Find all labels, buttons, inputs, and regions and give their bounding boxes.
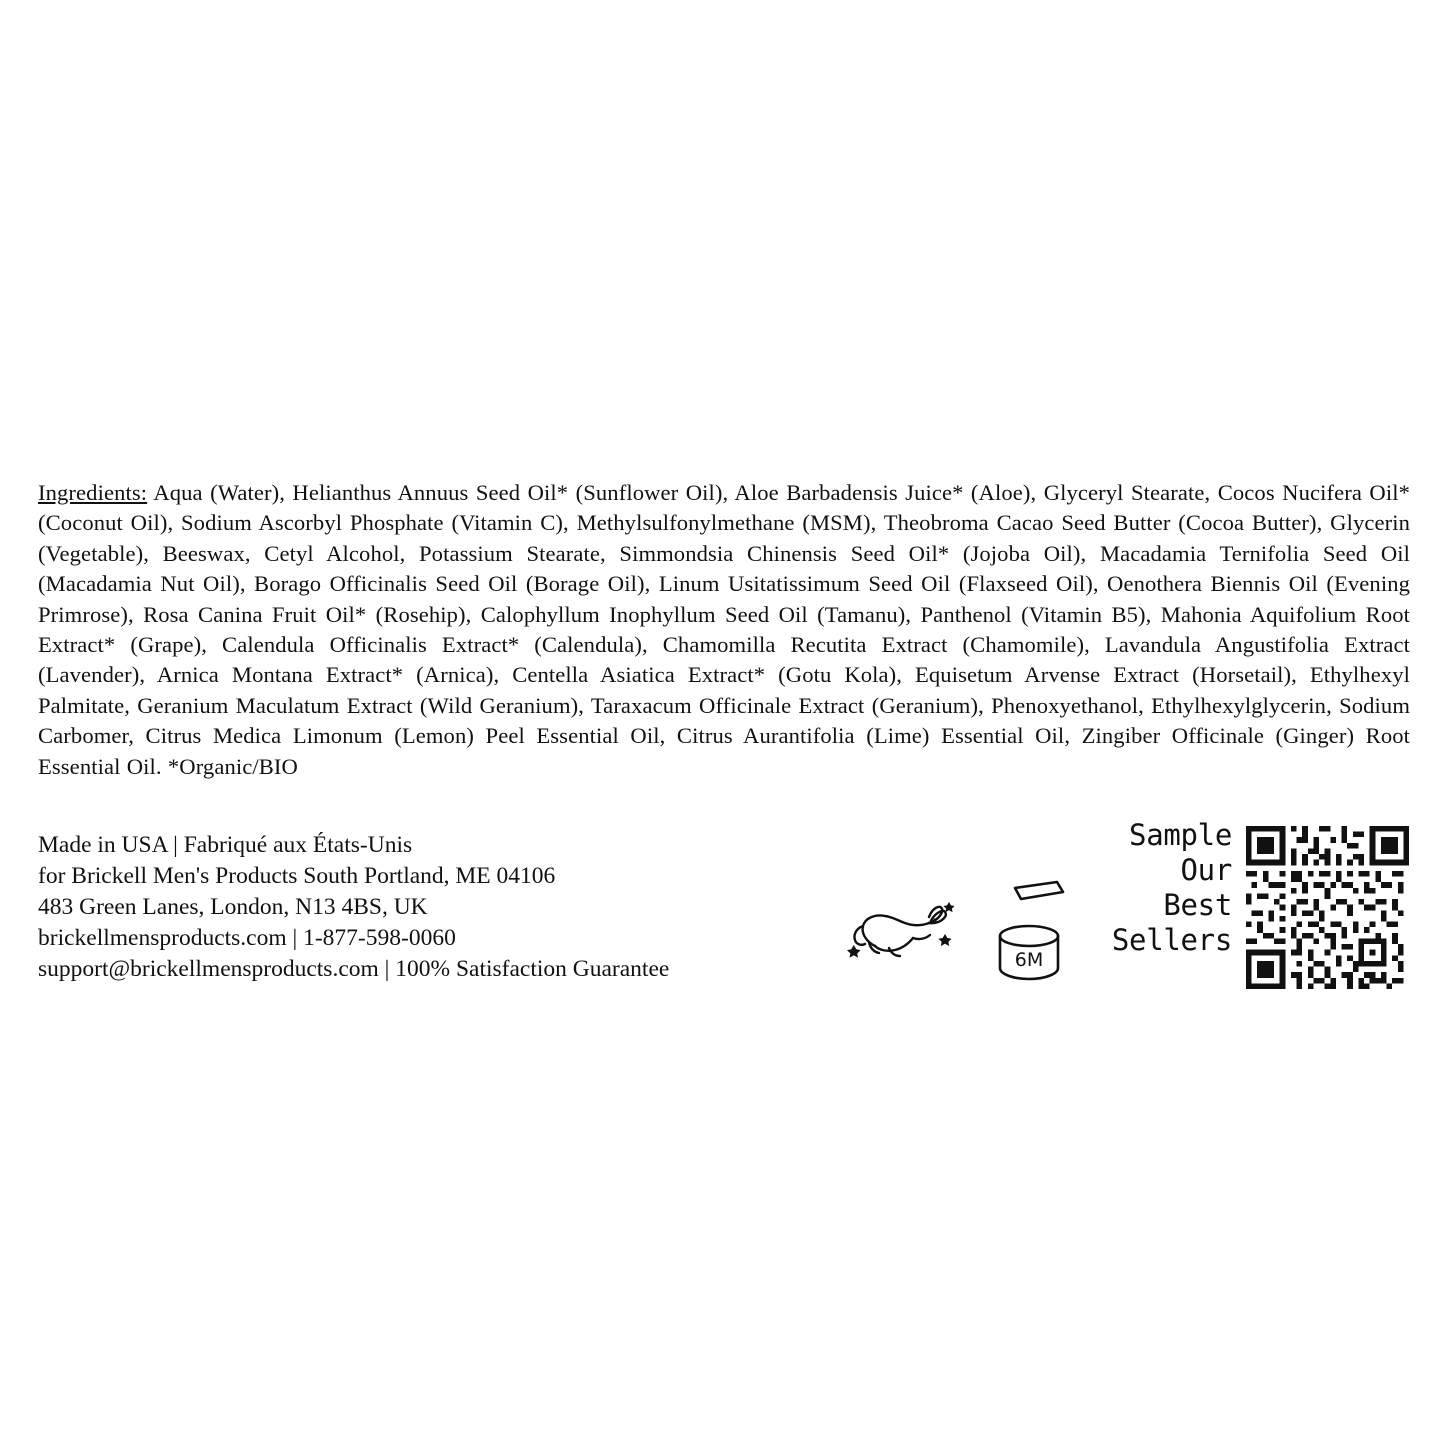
promo-line-4: Sellers [1111,923,1232,957]
ingredients-body: Aqua (Water), Helianthus Annuus Seed Oil* (Sunflower Oil), Aloe Barbadensis Juice* (Aloe), Glyceryl Stearate, Cocos Nucifera Oil* (Coconut Oil), Sodium Ascorbyl Phosphate (Vitamin C), Methylsulfonylmethane (MSM), Theobroma Cacao Seed Butter (Cocoa Butter), Glycerin (Vegetable), Beeswax, Cetyl Alcohol, Potassium Stearate, Simmondsia Chinensis Seed Oil* (Jojoba Oil), Macadamia Ternifolia Seed Oil (Macadamia Nut Oil), Borago Officinalis Seed Oil (Borage Oil), Linum Usitatissimum Seed Oil (Flaxseed Oil), Oenothera Biennis Oil (Evening Primrose), Rosa Canina Fruit Oil* (Rosehip), Calophyllum Inophyllum Seed Oil (Tamanu), Panthenol (Vitamin B5), Mahonia Aquifolium Root Extract* (Grape), Calendula Officinalis Extract* (Calendula), Chamomilla Recutita Extract (Chamomile), Lavandula Angustifolia Extract (Lavender), Arnica Montana Extract* (Arnica), Centella Asiatica Extract* (Gotu Kola), Equisetum Arvense Extract (Horsetail), Ethylhexyl Palmitate, Geranium Maculatum Extract (Wild Geranium), Taraxacum Officinale Extract (Geranium), Phenoxyethanol, Ethylhexylglycerin, Sodium Carbomer, Citrus Medica Limonum (Lemon) Peel Essential Oil, Citrus Aurantifolia (Lime) Essential Oil, Zingiber Officinale (Ginger) Root Essential Oil. *Organic/BIO [38,480,1410,779]
ingredients-paragraph [38,478,1410,782]
ingredients-heading: Ingredients: [38,480,148,505]
ingredients-section [38,478,1410,782]
uk-address-line: 483 Green Lanes, London, N13 4BS, UK [38,894,428,920]
qr-code[interactable] [1246,826,1409,989]
leaping-bunny-icon [845,890,965,970]
website-phone-line: brickellmensproducts.com | 1-877-598-0060 [38,925,456,951]
company-address-line: for Brickell Men's Products South Portland, ME 04106 [38,863,556,889]
period-after-opening-icon [985,880,1080,985]
sample-promo-text [1082,818,1232,958]
promo-line-1: Sample [1129,818,1232,852]
promo-line-2: Our [1180,853,1232,887]
svg-text:6M: 6M [1014,949,1044,971]
made-in-line: Made in USA | Fabriqué aux États-Unis [38,832,413,858]
support-email-line: support@brickellmensproducts.com | 100% Satisfaction Guarantee [38,956,670,982]
contact-section [38,830,838,985]
certification-icons [845,880,1085,990]
promo-line-3: Best [1163,888,1232,922]
